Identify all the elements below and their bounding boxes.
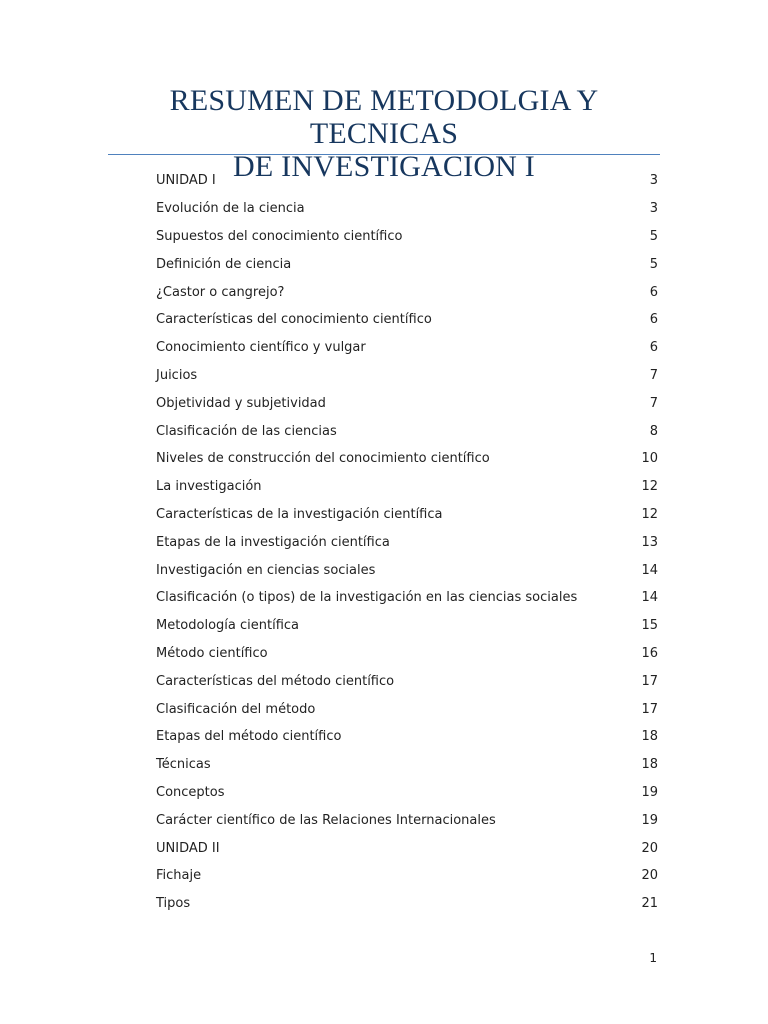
- toc-entry-page: 16: [641, 645, 658, 661]
- title-divider: [108, 154, 660, 155]
- toc-entry-page: 5: [649, 228, 658, 244]
- toc-entry-page: 19: [641, 812, 658, 828]
- toc-entry[interactable]: [156, 362, 658, 390]
- toc-entry[interactable]: [156, 167, 658, 195]
- toc-entry-label: Investigación en ciencias sociales: [156, 562, 376, 578]
- toc-entry[interactable]: [156, 334, 658, 362]
- toc-entry-label: Metodología científica: [156, 618, 300, 634]
- toc-entry-page: 6: [649, 284, 658, 300]
- toc-entry[interactable]: [156, 890, 658, 918]
- toc-entry-page: 21: [641, 896, 658, 912]
- toc-entry-label: Niveles de construcción del conocimiento científico: [156, 451, 490, 467]
- toc-entry-page: 12: [641, 479, 658, 495]
- toc-entry[interactable]: [156, 473, 658, 501]
- toc-entry-page: 8: [649, 423, 658, 439]
- table-of-contents: [156, 167, 658, 918]
- toc-entry[interactable]: [156, 250, 658, 278]
- toc-entry-page: 15: [641, 618, 658, 634]
- toc-entry[interactable]: [156, 417, 658, 445]
- toc-entry-page: 19: [641, 784, 658, 800]
- toc-entry[interactable]: [156, 556, 658, 584]
- toc-entry-label: Método científico: [156, 645, 268, 661]
- toc-entry[interactable]: [156, 445, 658, 473]
- toc-entry[interactable]: [156, 667, 658, 695]
- toc-entry[interactable]: [156, 834, 658, 862]
- toc-entry-page: 7: [649, 395, 658, 411]
- toc-entry-page: 12: [641, 506, 658, 522]
- toc-entry-label: UNIDAD I: [156, 173, 216, 189]
- toc-entry-page: 14: [641, 562, 658, 578]
- toc-entry[interactable]: [156, 695, 658, 723]
- toc-entry-page: 5: [649, 256, 658, 272]
- page-number: 1: [649, 951, 657, 965]
- toc-entry-label: Características del método científico: [156, 673, 395, 689]
- toc-entry-label: Clasificación de las ciencias: [156, 423, 337, 439]
- toc-entry-label: Evolución de la ciencia: [156, 201, 305, 217]
- toc-entry-page: 3: [649, 173, 658, 189]
- toc-entry[interactable]: [156, 278, 658, 306]
- toc-entry-page: 20: [641, 868, 658, 884]
- toc-entry[interactable]: [156, 862, 658, 890]
- toc-entry[interactable]: [156, 306, 658, 334]
- toc-entry-label: ¿Castor o cangrejo?: [156, 284, 285, 300]
- toc-entry-label: Características de la investigación científica: [156, 506, 443, 522]
- toc-entry[interactable]: [156, 806, 658, 834]
- toc-entry[interactable]: [156, 223, 658, 251]
- toc-entry-page: 13: [641, 534, 658, 550]
- toc-entry[interactable]: [156, 779, 658, 807]
- toc-entry[interactable]: [156, 751, 658, 779]
- toc-entry[interactable]: [156, 640, 658, 668]
- toc-entry-page: 18: [641, 757, 658, 773]
- toc-entry-label: Fichaje: [156, 868, 202, 884]
- toc-entry-page: 10: [641, 451, 658, 467]
- toc-entry-label: Carácter científico de las Relaciones Internacionales: [156, 812, 496, 828]
- toc-entry-label: Conceptos: [156, 784, 225, 800]
- toc-entry-label: Clasificación (o tipos) de la investigación en las ciencias sociales: [156, 590, 578, 606]
- toc-entry-page: 6: [649, 312, 658, 328]
- toc-entry-page: 20: [641, 840, 658, 856]
- toc-entry[interactable]: [156, 612, 658, 640]
- toc-entry-label: Características del conocimiento científico: [156, 312, 432, 328]
- document-title-line-2: DE INVESTIGACION I: [233, 150, 535, 183]
- toc-entry[interactable]: [156, 501, 658, 529]
- toc-entry-page: 6: [649, 340, 658, 356]
- toc-entry[interactable]: [156, 584, 658, 612]
- toc-entry-label: La investigación: [156, 479, 262, 495]
- toc-entry-page: 14: [641, 590, 658, 606]
- toc-entry-label: Supuestos del conocimiento científico: [156, 228, 403, 244]
- toc-entry-label: Tipos: [156, 896, 191, 912]
- toc-entry[interactable]: [156, 195, 658, 223]
- toc-entry-label: UNIDAD II: [156, 840, 220, 856]
- toc-entry-page: 17: [641, 673, 658, 689]
- toc-entry-label: Objetividad y subjetividad: [156, 395, 326, 411]
- toc-entry-label: Clasificación del método: [156, 701, 316, 717]
- toc-entry-label: Técnicas: [156, 757, 211, 773]
- toc-entry-page: 3: [649, 201, 658, 217]
- toc-entry-label: Etapas del método científico: [156, 729, 342, 745]
- toc-entry-page: 17: [641, 701, 658, 717]
- document-title-line-1: RESUMEN DE METODOLGIA Y TECNICAS: [169, 84, 599, 150]
- toc-entry-label: Etapas de la investigación científica: [156, 534, 390, 550]
- toc-entry-page: 7: [649, 367, 658, 383]
- toc-entry[interactable]: [156, 389, 658, 417]
- toc-entry-label: Definición de ciencia: [156, 256, 292, 272]
- toc-entry[interactable]: [156, 528, 658, 556]
- toc-entry-label: Conocimiento científico y vulgar: [156, 340, 366, 356]
- toc-entry-page: 18: [641, 729, 658, 745]
- toc-entry[interactable]: [156, 723, 658, 751]
- toc-entry-label: Juicios: [156, 367, 198, 383]
